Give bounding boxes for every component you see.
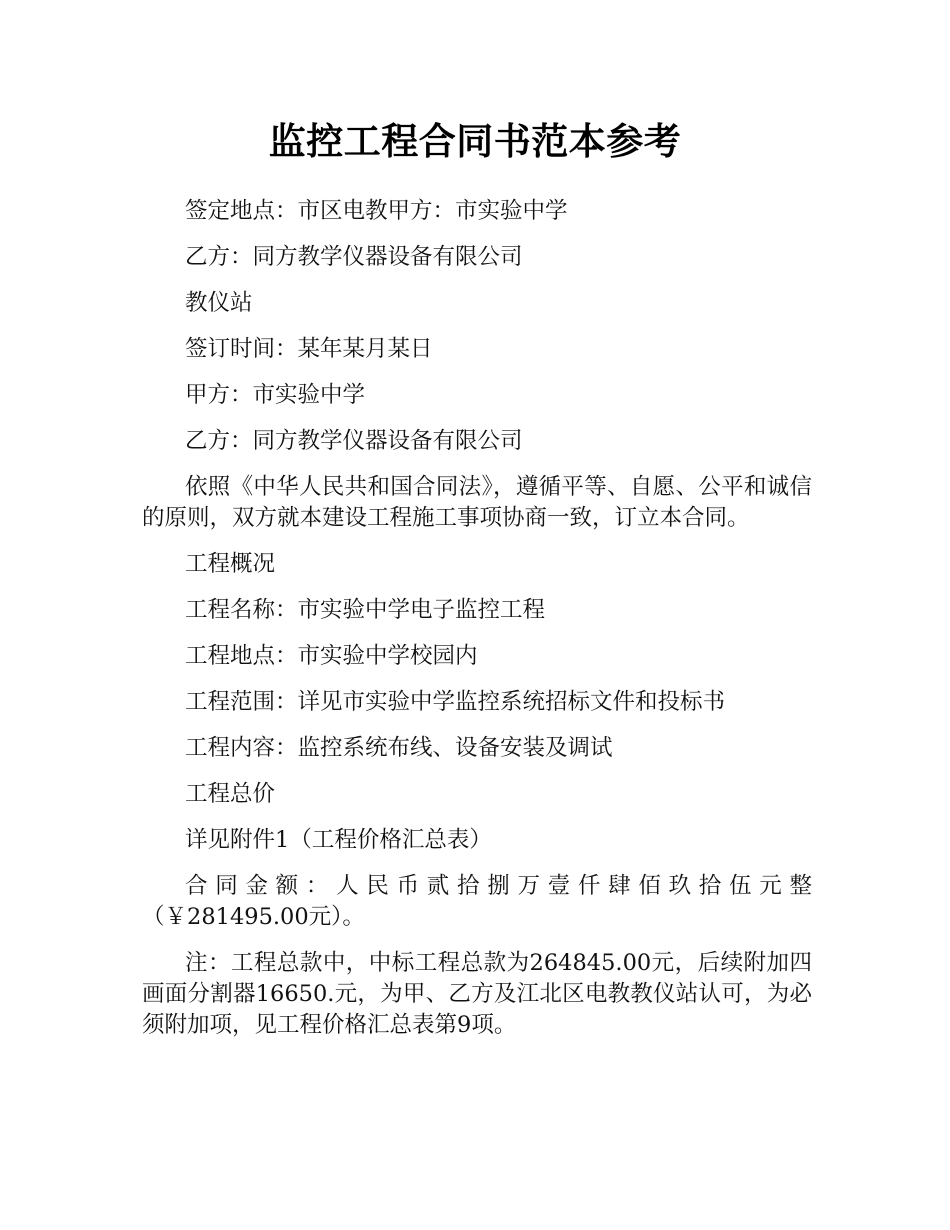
paragraph-project-scope: 工程范围：详见市实验中学监控系统招标文件和投标书 [185,689,726,715]
paragraph-party-b: 乙方：同方教学仪器设备有限公司 [185,244,523,270]
paragraph-party-b-repeat: 乙方：同方教学仪器设备有限公司 [185,428,523,454]
paragraph-party-a: 甲方：市实验中学 [185,382,366,408]
paragraph-legal-basis: 依照《中华人民共和国合同法》，遵循平等、自愿、公平和诚信的原则，双方就本建设工程施工事项协商一致，订立本合同。 [142,474,812,531]
paragraph-note: 注：工程总款中，中标工程总款为264845.00元，后续附加四画面分割器16650.元，为甲、乙方及江北区电教教仪站认可，为必须附加项，见工程价格汇总表第9项。 [142,950,812,1038]
paragraph-signing-place: 签定地点：市区电教甲方：市实验中学 [185,198,568,224]
document-title: 监控工程合同书范本参考 [268,120,682,163]
paragraph-project-location: 工程地点：市实验中学校园内 [185,643,478,669]
paragraph-total-price-heading: 工程总价 [185,781,276,807]
document-body [142,196,812,1056]
paragraph-contract-amount: 合同金额：人民币贰拾捌万壹仟肆佰玖拾伍元整（￥281495.00元）。 [142,873,812,930]
paragraph-project-content: 工程内容：监控系统布线、设备安装及调试 [185,735,613,761]
paragraph-station: 教仪站 [185,290,253,316]
paragraph-attachment-ref: 详见附件1（工程价格汇总表） [185,827,492,853]
paragraph-project-name: 工程名称：市实验中学电子监控工程 [185,597,546,623]
paragraph-overview-heading: 工程概况 [185,551,276,577]
paragraph-signing-time: 签订时间：某年某月某日 [185,336,433,362]
